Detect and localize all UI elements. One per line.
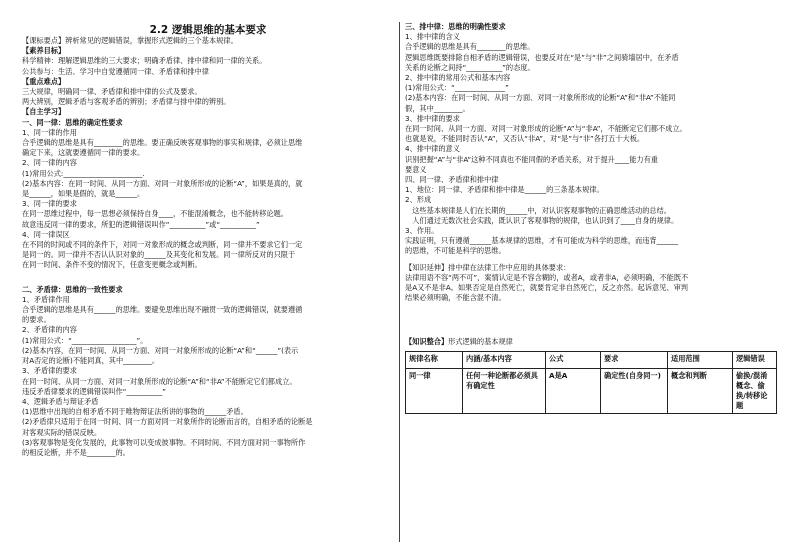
text-line: 3、排中律的要求 xyxy=(405,113,460,123)
knowledge-table xyxy=(405,351,777,414)
text-line: 二、矛盾律：思维的一致性要求 xyxy=(22,284,123,294)
text-line: (1)常用公式：“______________” xyxy=(405,83,509,93)
text-line: 【素养目标】 xyxy=(22,46,66,56)
table-cell: 概念和判断 xyxy=(668,368,733,413)
text-line: 【自主学习】 xyxy=(22,107,66,117)
integration-label: 【知识整合】 xyxy=(405,337,449,347)
spacer xyxy=(22,271,394,285)
text-line: 1、矛盾律作用 xyxy=(22,294,70,304)
text-line: 四、同一律、矛盾律和排中律 xyxy=(405,175,499,185)
table-row xyxy=(406,368,777,413)
text-line: 3、同一律的要求 xyxy=(22,199,77,209)
text-line: 4、逻辑矛盾与辩证矛盾 xyxy=(22,396,99,406)
text-line: 三、排中律：思维的明确性要求 xyxy=(405,22,506,31)
text-line: 【重点难点】 xyxy=(22,76,66,86)
text-line: 3、作用。 xyxy=(405,226,439,236)
table-cell: 确定性(自身同一) xyxy=(601,368,668,413)
text-line: 是A又不是非A。如果否定是自然死亡，就要肯定非自然死亡，反之亦然。起诉意见、审判 xyxy=(405,283,688,293)
right-column xyxy=(405,22,777,414)
text-line: (2)矛盾律只适用于在同一时间、同一方面对同一对象所作的论断而言的，自相矛盾的论断是 xyxy=(22,417,313,427)
left-content xyxy=(22,36,394,458)
text-line: 人们通过无数次社会实践，既认识了客观事物的规律，也认识到了____自身的规律。 xyxy=(405,215,679,225)
text-line: 合乎逻辑的思维是具有________的思维。要正确反映客观事物的事实和规律，必须让思维 xyxy=(22,138,303,148)
text-line: 法律用语不容“两不可”，案情认定是不容含糊的，或者A，或者非A，必须明确，不能既不 xyxy=(405,272,689,282)
text-line: 故意违反同一律的要求，所犯的逻辑错误叫作“__________”或“__________” xyxy=(22,219,260,229)
table-header-cell: 要求 xyxy=(601,351,668,368)
text-line: 这些基本规律是人们在长期的______中，对认识客观事物的正确思维活动的总结。 xyxy=(405,205,671,215)
table-cell: A是A xyxy=(546,368,601,413)
text-line: 违反矛盾律要求的逻辑错误叫作“__________” xyxy=(22,386,167,396)
text-line: (1)思维中出现的自相矛盾不同于唯物辩证法所讲的事物的______矛盾。 xyxy=(22,407,248,417)
text-line: 2、形成 xyxy=(405,195,432,205)
text-line: 也就是说，不能同时否认“A”，又否认“非A”，对“是”与“非”各打五十大板。 xyxy=(405,134,645,144)
text-line: (2)基本内容：在同一时间、从同一方面、对同一对象所形成的论断“A”和“非A”不能同 xyxy=(405,93,676,103)
text-line: 科学精神：理解逻辑思维的三大要求；明确矛盾律、排中律和同一律的关系。 xyxy=(22,56,267,66)
text-line: 2、同一律的内容 xyxy=(22,158,77,168)
text-line: 假，其中________。 xyxy=(405,103,470,113)
table-header-cell: 公式 xyxy=(546,351,601,368)
text-line: 4、同一律误区 xyxy=(22,229,70,239)
integration-subtitle: 形式逻辑的基本规律 xyxy=(448,337,513,347)
text-line: 3、矛盾律的要求 xyxy=(22,366,77,376)
text-line: 实践证明，只有遵循______基本规律的思维，才有可能成为科学的思维，而违背______ xyxy=(405,236,679,246)
left-column xyxy=(22,22,394,458)
table-header-row xyxy=(406,351,777,368)
text-line: 关系的论断之间持“__________”的态度。 xyxy=(405,62,535,72)
right-content xyxy=(405,22,777,303)
text-line: 是______，如果是假的，就是______。 xyxy=(22,189,145,199)
table-header-cell: 逻辑错误 xyxy=(733,351,777,368)
text-line: 在同一时间、从同一方面、对同一对象形成的论断“A”与“非A”，不能断定它们都不成立。 xyxy=(405,124,687,134)
text-line: 在同一时间、条件不变的情况下，任意变更概念或判断。 xyxy=(22,260,202,270)
text-line: 的相反论断，并不是________的。 xyxy=(22,447,130,457)
text-line: 是同一的。同一律并不否认认识对象的______及其变化和发展。同一律所反对的只限于 xyxy=(22,250,296,260)
column-divider xyxy=(399,22,400,542)
integration-heading xyxy=(405,337,777,347)
text-line: 1、同一律的作用 xyxy=(22,127,77,137)
text-line: 1、地位：同一律、矛盾律和排中律是______的三条基本规律。 xyxy=(405,185,604,195)
table-header-cell: 适用范围 xyxy=(668,351,733,368)
text-line: 2、排中律的常用公式和基本内容 xyxy=(405,73,511,83)
text-line: 识别把握“A”与“非A”这种不同真也不能同假的矛盾关系，对于提升____能力有重 xyxy=(405,154,658,164)
text-line: 在同一时间、从同一方面、对同一对象所形成的论断“A”和“非A”不能断定它们都成立。 xyxy=(22,376,297,386)
table-cell: 偷换/混淆概念、偷换/转移论题 xyxy=(733,368,777,413)
text-line: 要意义 xyxy=(405,164,427,174)
text-line: 公共参与：生活、学习中自觉遵循同一律、矛盾律和排中律 xyxy=(22,66,209,76)
text-line: 的要求。 xyxy=(22,315,51,325)
table-cell: 同一律 xyxy=(406,368,463,413)
text-line: 确定下来，这就要遵循同一律的要求。 xyxy=(22,148,145,158)
text-line: 一、同一律：思维的确定性要求 xyxy=(22,117,123,127)
table-header-cell: 内涵/基本内容 xyxy=(463,351,546,368)
text-line: 对客观实际的错误反映。 xyxy=(22,427,102,437)
table-cell: 任何一种论断都必须具有确定性 xyxy=(463,368,546,413)
text-line: 对A否定的论断)不能同真，其中________。 xyxy=(22,356,160,366)
text-line: (1)常用公式：“__________________”。 xyxy=(22,335,148,345)
page-title: 2.2 逻辑思维的基本要求 xyxy=(149,24,267,36)
text-line: 合乎逻辑的思维是具有________的思维。 xyxy=(405,42,535,52)
text-line: 在同一思维过程中，每一思想必须保持自身____，不能混淆概念，也不能转移论题。 xyxy=(22,209,288,219)
text-line: (3)客观事物是变化发展的，此事物可以变成彼事物。不同时间、不同方面对同一事物所作 xyxy=(22,437,306,447)
text-line: 4、排中律的意义 xyxy=(405,144,460,154)
text-line: (2)基本内容：在同一时间、从同一方面、对同一对象所形成的论断“A”，如果是真的，就 xyxy=(22,178,303,188)
text-line: 合乎逻辑的思维是具有______的思维。要避免思维出现不融贯一致的逻辑错误，就要遵循 xyxy=(22,305,303,315)
text-line: 在不同的时间或不同的条件下，对同一对象形成的概念或判断，同一律并不要求它们一定 xyxy=(22,240,303,250)
text-line: 结果必须明确，不能含混不清。 xyxy=(405,293,506,303)
text-line: 两大辨别，逻辑矛盾与客观矛盾的辨别；矛盾律与排中律的辨别。 xyxy=(22,97,231,107)
text-line: 的思维，不可能是科学的思维。 xyxy=(405,246,506,256)
text-line: 1、排中律的含义 xyxy=(405,32,460,42)
table-header-cell: 规律名称 xyxy=(406,351,463,368)
text-line: 【知识延伸】排中律在法律工作中应用的具体要求： xyxy=(405,262,571,272)
text-line: 【课标要点】辨析常见的逻辑错误，掌握形式逻辑的三个基本规律。 xyxy=(22,36,238,45)
text-line: 2、矛盾律的内容 xyxy=(22,325,77,335)
text-line: 三大规律，明确同一律、矛盾律和排中律的公式及要求。 xyxy=(22,87,202,97)
text-line: (2)基本内容，在同一时间、从同一方面、对同一对象所形成的论断“A”和“______”(表示 xyxy=(22,345,299,355)
text-line: (1)常用公式:______________________. xyxy=(22,168,145,178)
text-line: 逻辑思维既要排除自相矛盾的逻辑错误，也要反对在“是”与“非”之间骑墙居中，在矛盾 xyxy=(405,52,679,62)
